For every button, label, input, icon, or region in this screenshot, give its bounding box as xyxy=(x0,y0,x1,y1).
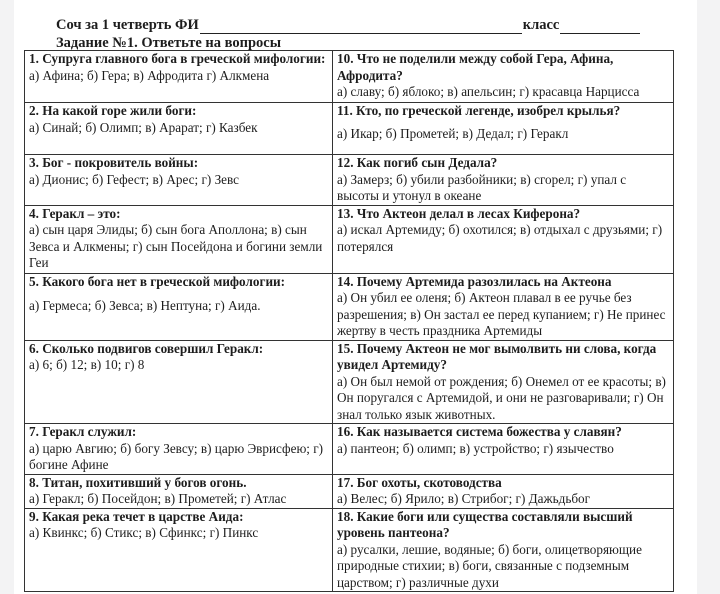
question-cell-15 xyxy=(333,340,674,424)
question-cell-2 xyxy=(25,103,333,155)
table-row xyxy=(25,474,674,508)
question-cell-6 xyxy=(25,340,333,424)
answer-options: а) Квинкс; б) Стикс; в) Сфинкс; г) Пинкс xyxy=(29,525,259,540)
answer-options: а) Гермеса; б) Зевса; в) Нептуна; г) Аида. xyxy=(29,298,261,313)
answer-options: а) искал Артемиду; б) охотился; в) отдыхал с друзьями; г) потерялся xyxy=(337,222,663,254)
document-title-line xyxy=(56,17,641,34)
document-page xyxy=(14,0,697,594)
questions-table xyxy=(24,50,674,592)
answer-options: а) 6; б) 12; в) 10; г) 8 xyxy=(29,357,145,372)
question-cell-13 xyxy=(333,205,674,273)
question-text: 8. Титан, похитивший у богов огонь. xyxy=(29,474,247,490)
question-text: 2. На какой горе жили боги: xyxy=(29,103,197,118)
question-text: 6. Сколько подвигов совершил Геракл: xyxy=(29,340,264,356)
document-title: Соч за 1 четверть ФИ xyxy=(56,17,199,33)
table-row xyxy=(25,273,674,340)
question-cell-18 xyxy=(333,508,674,592)
answer-options: а) Замерз; б) убили разбойники; в) сгорел; г) упал с высоты и утонул в океане xyxy=(337,171,627,203)
answer-options: а) Геракл; б) Посейдон; в) Прометей; г) Атлас xyxy=(29,491,287,506)
question-text: 18. Какие боги или существа составляли высший уровень пантеона? xyxy=(337,508,633,540)
question-cell-3 xyxy=(25,155,333,206)
answer-options: а) Икар; б) Прометей; в) Дедал; г) Геракл xyxy=(337,125,569,141)
table-row xyxy=(25,205,674,273)
answer-options: а) пантеон; б) олимп; в) устройство; г) язычество xyxy=(337,440,614,456)
answer-options: а) Дионис; б) Гефест; в) Арес; г) Зевс xyxy=(29,171,240,187)
question-cell-17 xyxy=(333,474,674,508)
question-text: 1. Супруга главного бога в греческой мифологии: xyxy=(29,51,326,66)
question-cell-16 xyxy=(333,424,674,475)
question-cell-10 xyxy=(333,51,674,103)
answer-options: а) Велес; б) Ярило; в) Стрибог; г) Дажьдьбог xyxy=(337,491,591,506)
question-text: 13. Что Актеон делал в лесах Киферона? xyxy=(337,205,581,221)
question-text: 11. Кто, по греческой легенде, изобрел крылья? xyxy=(337,103,621,118)
answer-options: а) царю Авгию; б) богу Зевсу; в) царю Эврисфею; г) богине Афине xyxy=(29,440,324,472)
answer-options: а) славу; б) яблоко; в) апельсин; г) красавца Нарцисса xyxy=(337,84,640,99)
question-text: 12. Как погиб сын Дедала? xyxy=(337,155,498,170)
question-cell-14 xyxy=(333,273,674,340)
answer-options: а) Афина; б) Гера; в) Афродита г) Алкмена xyxy=(29,67,270,83)
question-cell-12 xyxy=(333,155,674,206)
question-text: 14. Почему Артемида разозлилась на Актеона xyxy=(337,273,612,289)
answer-options: а) русалки, лешие, водяные; б) боги, олицетворяющие природные стихии; в) боги, связанные с подземным царством; г) различные духи xyxy=(337,541,642,590)
name-blank-field[interactable] xyxy=(200,19,522,34)
question-text: 4. Геракл – это: xyxy=(29,205,121,221)
class-label: класс xyxy=(522,17,560,33)
question-cell-1 xyxy=(25,51,333,103)
class-blank-field[interactable] xyxy=(560,19,640,34)
question-cell-8 xyxy=(25,474,333,508)
question-text: 5. Какого бога нет в греческой мифологии: xyxy=(29,273,286,289)
table-row xyxy=(25,424,674,475)
table-row xyxy=(25,340,674,424)
question-text: 17. Бог охоты, скотоводства xyxy=(337,474,502,490)
answer-options: а) Синай; б) Олимп; в) Арарат; г) Казбек xyxy=(29,119,258,135)
question-text: 10. Что не поделили между собой Гера, Афина, Афродита? xyxy=(337,51,614,83)
question-cell-5 xyxy=(25,273,333,340)
table-row xyxy=(25,51,674,103)
answer-options: а) сын царя Элиды; б) сын бога Аполлона; в) сын Зевса и Алкмены; г) сын Посейдона и богини земли Геи xyxy=(29,222,323,270)
question-text: 7. Геракл служил: xyxy=(29,424,137,439)
table-row xyxy=(25,508,674,592)
task-heading: Задание №1. Ответьте на вопросы xyxy=(56,35,282,51)
answer-options: а) Он убил ее оленя; б) Актеон плавал в ее ручье без разрешения; в) Он застал ее перед купанием; г) Не принес жертву в честь праздника Артемиды xyxy=(337,290,666,338)
question-text: 16. Как называется система божества у славян? xyxy=(337,424,622,439)
question-text: 9. Какая река течет в царстве Аида: xyxy=(29,508,244,524)
answer-options: а) Он был немой от рождения; б) Онемел от ее красоты; в) Он поругался с Артемидой, и они не разговаривали; г) Он знал только язык животных. xyxy=(337,373,666,422)
question-cell-11 xyxy=(333,103,674,155)
table-row xyxy=(25,103,674,155)
question-text: 3. Бог - покровитель войны: xyxy=(29,155,199,170)
question-cell-4 xyxy=(25,205,333,273)
table-row xyxy=(25,155,674,206)
question-cell-9 xyxy=(25,508,333,592)
question-cell-7 xyxy=(25,424,333,475)
question-text: 15. Почему Актеон не мог вымолвить ни слова, когда увидел Артемиду? xyxy=(337,340,657,372)
